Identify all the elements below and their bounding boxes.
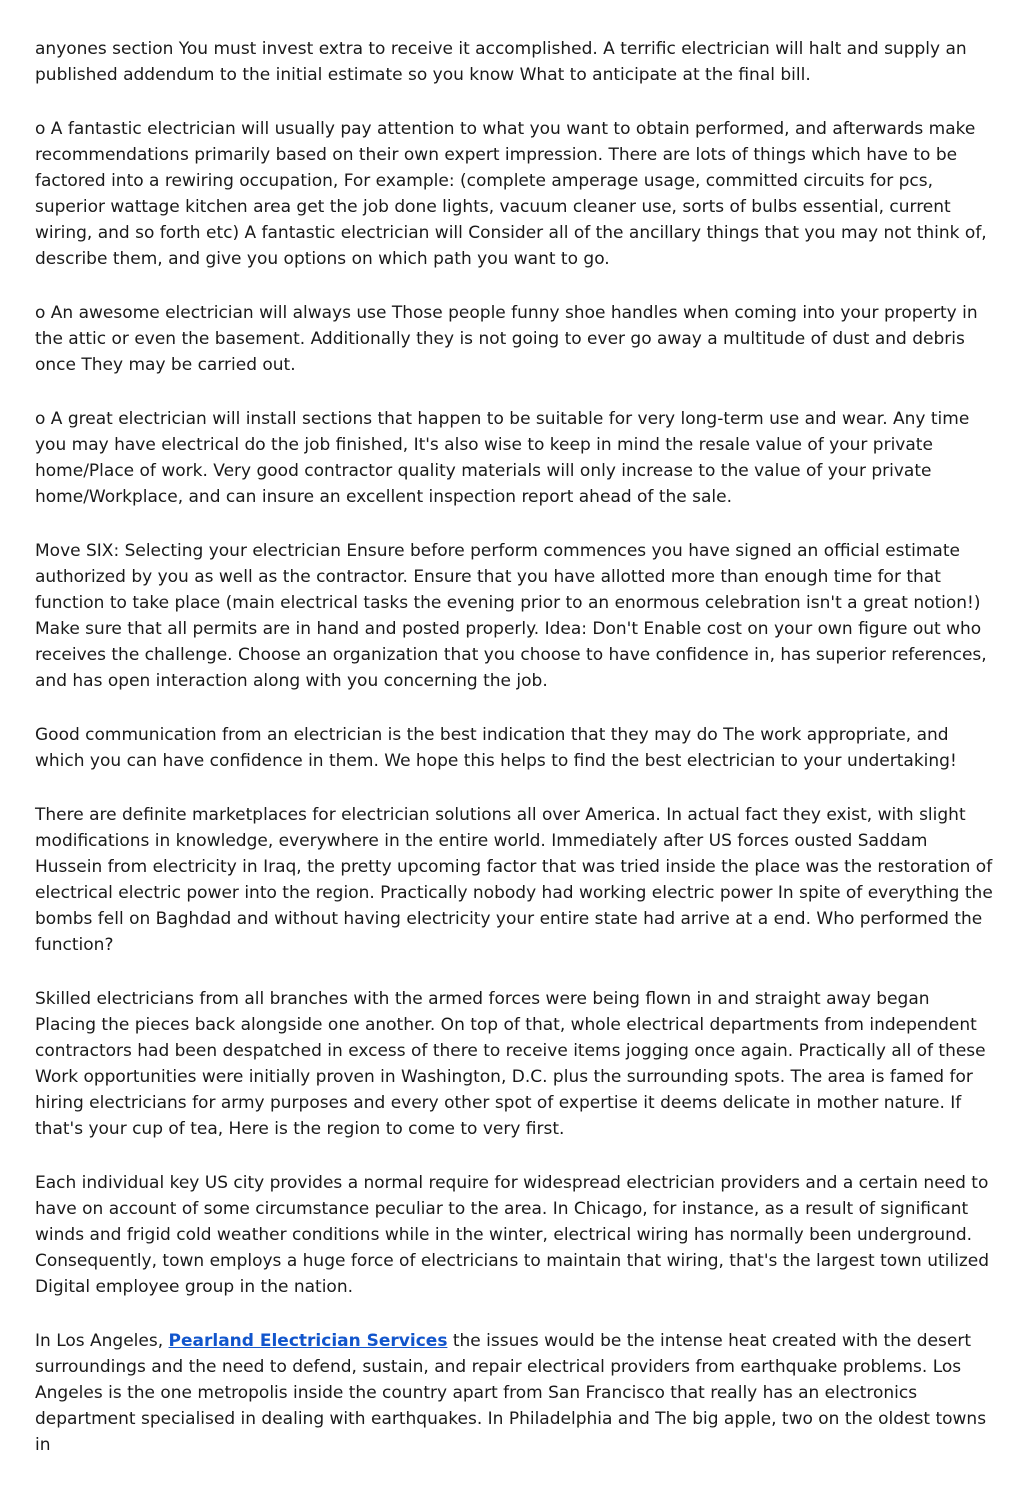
paragraph: anyones section You must invest extra to receive it accomplished. A terrific electrician will halt and supply an published addendum to the initial estimate so you know What to anticipate at the final bill. [35,39,967,85]
paragraph: Each individual key US city provides a normal require for widespread electrician providers and a certain need to have on account of some circumstance peculiar to the area. In Chicago, for instance, as a result of significant winds and frigid cold weather conditions while in the winter, electrical wiring has normally been underground. Consequently, town employs a huge force of electricians to maintain that wiring, that's the largest town utilized Digital employee group in the nation. [35,1173,990,1297]
paragraph-text-after-link: the issues would be the intense heat created with the desert surroundings and the need to defend, sustain, and repair electrical providers from earthquake problems. Los Angeles is the one metropolis inside the country apart from San Francisco that really has an electronics department specialised in dealing with earthquakes. In Philadelphia and The big apple, two on the oldest towns in [35,1331,987,1455]
paragraph: There are definite marketplaces for electrician solutions all over America. In actual fact they exist, with slight modifications in knowledge, everywhere in the entire world. Immediately after US forces ousted Saddam Hussein from electricity in Iraq, the pretty upcoming factor that was tried inside the place was the restoration of electrical electric power into the region. Practically nobody had working electric power In spite of everything the bombs fell on Baghdad and without having electricity your entire state had arrive at a end. Who performed the function? [35,805,993,955]
document-body [35,36,995,1486]
paragraph-with-link [35,1328,995,1458]
paragraph: Move SIX: Selecting your electrician Ensure before perform commences you have signed an official estimate authorized by you as well as the contractor. Ensure that you have allotted more than enough time for that function to take place (main electrical tasks the evening prior to an enormous celebration isn't a great notion!) Make sure that all permits are in hand and posted properly. Idea: Don't Enable cost on your own figure out who receives the challenge. Choose an organization that you choose to have confidence in, has superior references, and has open interaction along with you concerning the job. [35,541,987,691]
paragraph: Good communication from an electrician is the best indication that they may do The work appropriate, and which you can have confidence in them. We hope this helps to find the best electrician to your undertaking! [35,725,957,771]
paragraph: o An awesome electrician will always use Those people funny shoe handles when coming into your property in the attic or even the basement. Additionally they is not going to ever go away a multitude of dust and debris once They may be carried out. [35,303,978,375]
paragraph: o A great electrician will install sections that happen to be suitable for very long-term use and wear. Any time you may have electrical do the job finished, It's also wise to keep in mind the resale value of your private home/Place of work. Very good contractor quality materials will only increase to the value of your private home/Workplace, and can insure an excellent inspection report ahead of the sale. [35,409,970,507]
paragraph: Skilled electricians from all branches with the armed forces were being flown in and straight away began Placing the pieces back alongside one another. On top of that, whole electrical departments from independent contractors had been despatched in excess of there to receive items jogging once again. Practically all of these Work opportunities were initially proven in Washington, D.C. plus the surrounding spots. The area is famed for hiring electricians for army purposes and every other spot of expertise it deems delicate in mother nature. If that's your cup of tea, Here is the region to come to very first. [35,989,986,1139]
pearland-electrician-services-link[interactable]: Pearland Electrician Services [168,1331,448,1351]
paragraph-text-before-link: In Los Angeles, [35,1331,169,1351]
paragraph: o A fantastic electrician will usually pay attention to what you want to obtain performed, and afterwards make recommendations primarily based on their own expert impression. There are lots of things which have to be factored into a rewiring occupation, For example: (complete amperage usage, committed circuits for pcs, superior wattage kitchen area get the job done lights, vacuum cleaner use, sorts of bulbs essential, current wiring, and so forth etc) A fantastic electrician will Consider all of the ancillary things that you may not think of, describe them, and give you options on which path you want to go. [35,119,987,269]
